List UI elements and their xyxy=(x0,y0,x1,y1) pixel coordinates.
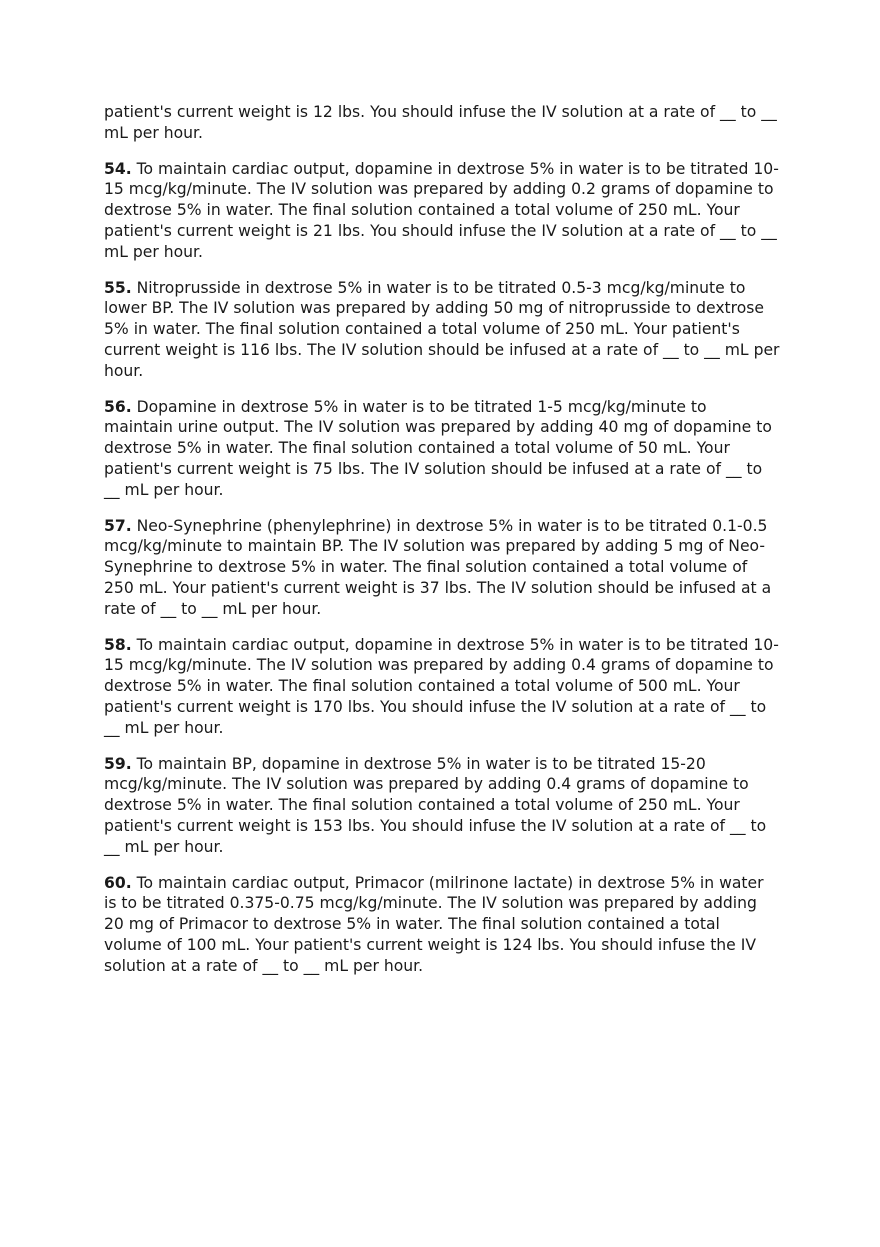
problem-text: To maintain cardiac output, dopamine in dextrose 5% in water is to be titrated 10-15 mcg/kg/minute. The IV solution was prepared by adding 0.4 grams of dopamine to dextrose 5% in water. The final solution contained a total volume of 500 mL. Your patient's current weight is 170 lbs. You should infuse the IV solution at a rate of __ to __ mL per hour. xyxy=(104,635,779,737)
problem-text: To maintain cardiac output, dopamine in dextrose 5% in water is to be titrated 10-15 mcg/kg/minute. The IV solution was prepared by adding 0.2 grams of dopamine to dextrose 5% in water. The final solution contained a total volume of 250 mL. Your patient's current weight is 21 lbs. You should infuse the IV solution at a rate of __ to __ mL per hour. xyxy=(104,159,779,261)
problem-number: 56. xyxy=(104,397,132,416)
problem-60 xyxy=(104,873,780,977)
problem-55 xyxy=(104,278,780,382)
problem-text: Dopamine in dextrose 5% in water is to be titrated 1-5 mcg/kg/minute to maintain urine output. The IV solution was prepared by adding 40 mg of dopamine to dextrose 5% in water. The final solution contained a total volume of 50 mL. Your patient's current weight is 75 lbs. The IV solution should be infused at a rate of __ to __ mL per hour. xyxy=(104,397,772,499)
problem-number: 57. xyxy=(104,516,132,535)
problem-text: To maintain BP, dopamine in dextrose 5% in water is to be titrated 15-20 mcg/kg/minute. The IV solution was prepared by adding 0.4 grams of dopamine to dextrose 5% in water. The final solution contained a total volume of 250 mL. Your patient's current weight is 153 lbs. You should infuse the IV solution at a rate of __ to __ mL per hour. xyxy=(104,754,767,856)
problem-57 xyxy=(104,516,780,620)
problem-number: 60. xyxy=(104,873,132,892)
problem-text: Neo-Synephrine (phenylephrine) in dextrose 5% in water is to be titrated 0.1-0.5 mcg/kg/minute to maintain BP. The IV solution was prepared by adding 5 mg of Neo-Synephrine to dextrose 5% in water. The final solution contained a total volume of 250 mL. Your patient's current weight is 37 lbs. The IV solution should be infused at a rate of __ to __ mL per hour. xyxy=(104,516,772,618)
problem-58 xyxy=(104,635,780,739)
problem-text: Nitroprusside in dextrose 5% in water is to be titrated 0.5-3 mcg/kg/minute to lower BP. The IV solution was prepared by adding 50 mg of nitroprusside to dextrose 5% in water. The final solution contained a total volume of 250 mL. Your patient's current weight is 116 lbs. The IV solution should be infused at a rate of __ to __ mL per hour. xyxy=(104,278,780,380)
continuation-paragraph: patient's current weight is 12 lbs. You should infuse the IV solution at a rate of __ to __ mL per hour. xyxy=(104,103,777,142)
problem-59 xyxy=(104,754,780,858)
problem-number: 58. xyxy=(104,635,132,654)
document-page xyxy=(104,102,780,991)
problem-number: 59. xyxy=(104,754,132,773)
problem-number: 54. xyxy=(104,159,132,178)
problem-number: 55. xyxy=(104,278,132,297)
problem-54 xyxy=(104,159,780,263)
problem-text: To maintain cardiac output, Primacor (milrinone lactate) in dextrose 5% in water is to be titrated 0.375-0.75 mcg/kg/minute. The IV solution was prepared by adding 20 mg of Primacor to dextrose 5% in water. The final solution contained a total volume of 100 mL. Your patient's current weight is 124 lbs. You should infuse the IV solution at a rate of __ to __ mL per hour. xyxy=(104,873,764,975)
problem-56 xyxy=(104,397,780,501)
